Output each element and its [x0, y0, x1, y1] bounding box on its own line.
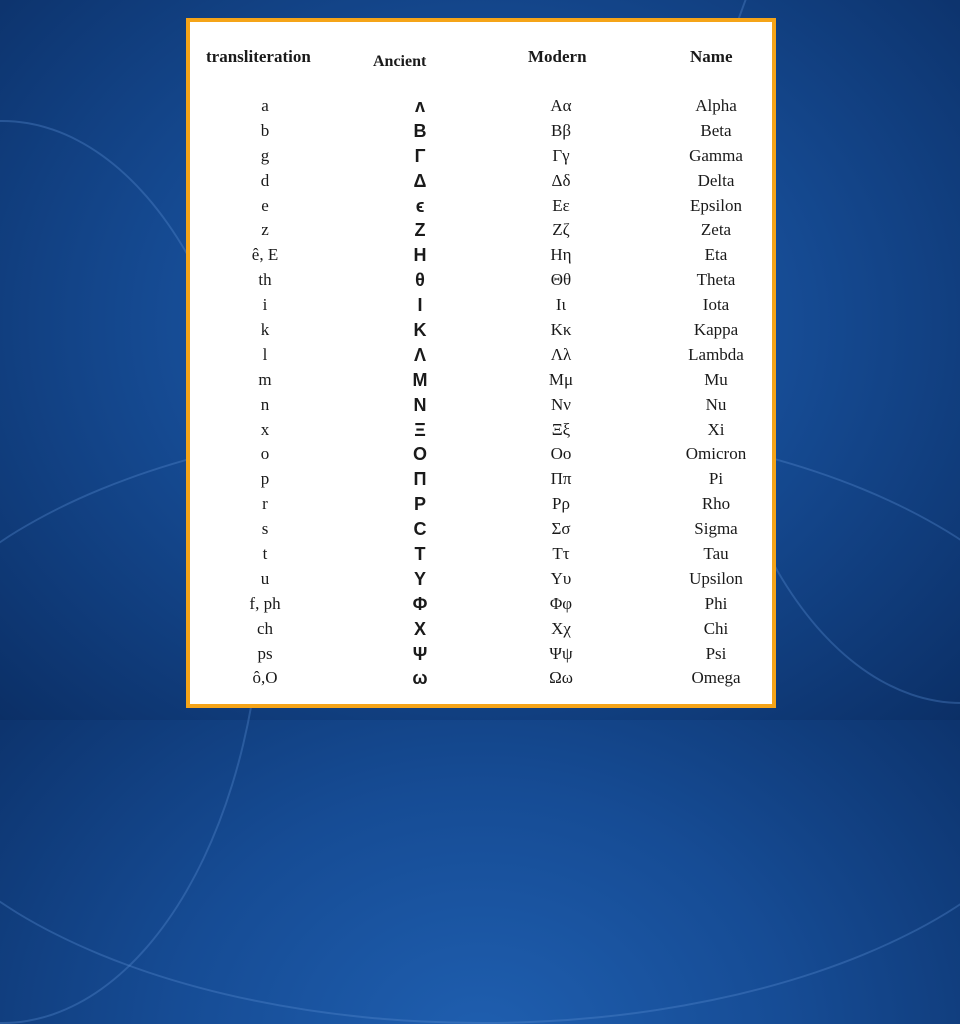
transliteration-cell: ps	[257, 643, 273, 663]
letter-name-cell: Tau	[703, 544, 729, 564]
ancient-letter-cell: Δ	[413, 170, 427, 191]
modern-letter-cell: Nν	[551, 394, 571, 414]
ancient-letter-cell: O	[412, 444, 427, 465]
ancient-letter-cell: Ψ	[412, 643, 428, 664]
transliteration-cell: p	[260, 469, 270, 489]
letter-name-cell: Upsilon	[689, 568, 743, 588]
table-row	[190, 418, 772, 443]
ancient-letter-cell: ϵ	[415, 195, 425, 216]
ancient-letter-cell: ω	[412, 668, 428, 689]
letter-name-cell: Lambda	[688, 344, 744, 364]
letter-name-cell: Sigma	[694, 519, 738, 539]
letter-name-cell: Iota	[702, 295, 730, 315]
table-row	[190, 517, 772, 542]
transliteration-cell: ê, E	[251, 245, 279, 265]
table-row	[190, 617, 772, 642]
ancient-letter-cell: C	[413, 519, 427, 540]
letter-name-cell: Delta	[697, 170, 735, 190]
ancient-letter-cell: H	[413, 245, 427, 266]
table-row	[190, 642, 772, 667]
transliteration-cell: k	[260, 320, 270, 340]
ancient-letter-cell: Π	[413, 469, 427, 490]
letter-name-cell: Chi	[703, 618, 729, 638]
transliteration-cell: u	[260, 568, 270, 588]
letter-name-cell: Epsilon	[690, 195, 742, 215]
letter-name-cell: Omicron	[685, 444, 747, 464]
table-row	[190, 194, 772, 219]
transliteration-cell: i	[262, 295, 268, 315]
modern-letter-cell: Pρ	[552, 494, 570, 514]
transliteration-cell: g	[260, 145, 270, 165]
ancient-letter-cell: ᴧ	[414, 96, 425, 116]
header-name: Name	[690, 47, 733, 66]
table-row	[190, 492, 772, 517]
ancient-letter-cell: Z	[414, 220, 426, 241]
table-row	[190, 666, 772, 691]
table-row	[190, 218, 772, 243]
letter-name-cell: Psi	[705, 643, 727, 663]
ancient-letter-cell: M	[412, 369, 428, 390]
ancient-letter-cell: Γ	[414, 145, 426, 166]
transliteration-cell: d	[260, 170, 270, 190]
table-row	[190, 318, 772, 343]
ancient-letter-cell: N	[413, 394, 427, 415]
modern-letter-cell: Γγ	[552, 145, 570, 165]
ancient-letter-cell: T	[414, 544, 426, 565]
table-body	[190, 94, 772, 691]
table-row	[190, 542, 772, 567]
letter-name-cell: Zeta	[700, 220, 732, 240]
letter-name-cell: Eta	[704, 245, 728, 265]
ancient-letter-cell: I	[417, 295, 423, 316]
table-row	[190, 144, 772, 169]
modern-letter-cell: Yυ	[550, 568, 572, 588]
letter-name-cell: Pi	[708, 469, 724, 489]
transliteration-cell: ô,O	[252, 668, 278, 688]
modern-letter-cell: Ψψ	[549, 643, 573, 663]
table-row	[190, 243, 772, 268]
header-modern: Modern	[528, 47, 587, 66]
letter-name-cell: Theta	[696, 270, 736, 290]
table-row	[190, 268, 772, 293]
transliteration-cell: a	[261, 96, 269, 115]
modern-letter-cell: Σσ	[551, 519, 571, 539]
ancient-letter-cell: K	[413, 320, 427, 341]
greek-alphabet-table	[186, 18, 776, 708]
modern-letter-cell: Ξξ	[551, 419, 571, 439]
modern-letter-cell: Oο	[550, 444, 572, 464]
modern-letter-cell: Aα	[550, 96, 572, 115]
modern-letter-cell: Θθ	[550, 270, 572, 290]
letter-name-cell: Omega	[691, 668, 741, 688]
modern-letter-cell: Bβ	[551, 120, 571, 140]
ancient-letter-cell: Φ	[412, 593, 428, 614]
ancient-letter-cell: X	[413, 618, 426, 639]
header-transliteration: transliteration	[206, 47, 311, 66]
transliteration-cell: t	[262, 544, 268, 564]
ancient-letter-cell: θ	[415, 270, 425, 291]
transliteration-cell: m	[258, 369, 272, 389]
modern-letter-cell: Iι	[555, 295, 567, 315]
modern-letter-cell: Λλ	[550, 344, 572, 364]
modern-letter-cell: Tτ	[552, 544, 570, 564]
transliteration-cell: n	[260, 394, 270, 414]
ancient-letter-cell: P	[413, 494, 426, 515]
modern-letter-cell: Ππ	[550, 469, 572, 489]
modern-letter-cell: Eε	[552, 195, 570, 215]
letter-name-cell: Mu	[704, 369, 728, 389]
transliteration-cell: ch	[256, 618, 274, 638]
modern-letter-cell: Zζ	[552, 220, 570, 240]
ancient-letter-cell: Y	[413, 568, 426, 589]
table-row	[190, 94, 772, 119]
transliteration-cell: th	[258, 270, 272, 290]
transliteration-cell: e	[261, 195, 269, 215]
transliteration-cell: r	[262, 494, 268, 514]
letter-name-cell: Phi	[704, 593, 728, 613]
modern-letter-cell: Φφ	[549, 593, 573, 613]
table-row	[190, 467, 772, 492]
modern-letter-cell: Kκ	[550, 320, 572, 340]
transliteration-cell: s	[261, 519, 269, 539]
modern-letter-cell: Hη	[550, 245, 572, 265]
table-row	[190, 119, 772, 144]
ancient-letter-cell: Λ	[413, 344, 426, 365]
table-row	[190, 293, 772, 318]
table-row	[190, 442, 772, 467]
modern-letter-cell: Xχ	[551, 618, 571, 638]
letter-name-cell: Kappa	[693, 320, 739, 340]
ancient-letter-cell: B	[413, 120, 427, 141]
transliteration-cell: o	[260, 444, 270, 464]
transliteration-cell: x	[260, 419, 270, 439]
modern-letter-cell: Mμ	[548, 369, 574, 389]
transliteration-cell: f, ph	[249, 593, 281, 613]
header-ancient: Ancient	[373, 53, 427, 70]
letter-name-cell: Rho	[701, 494, 731, 514]
transliteration-cell: b	[260, 120, 270, 140]
ancient-letter-cell: Ξ	[414, 419, 426, 440]
modern-letter-cell: Δδ	[551, 170, 571, 190]
table-row	[190, 368, 772, 393]
modern-letter-cell: Ωω	[549, 668, 573, 688]
table-row	[190, 393, 772, 418]
letter-name-cell: Nu	[705, 394, 727, 414]
transliteration-cell: z	[261, 220, 269, 240]
letter-name-cell: Gamma	[689, 145, 743, 165]
table-row	[190, 169, 772, 194]
table-row	[190, 343, 772, 368]
letter-name-cell: Alpha	[695, 96, 737, 115]
table-row	[190, 592, 772, 617]
letter-name-cell: Xi	[707, 419, 725, 439]
transliteration-cell: l	[262, 344, 268, 364]
table-row	[190, 567, 772, 592]
letter-name-cell: Beta	[700, 120, 732, 140]
